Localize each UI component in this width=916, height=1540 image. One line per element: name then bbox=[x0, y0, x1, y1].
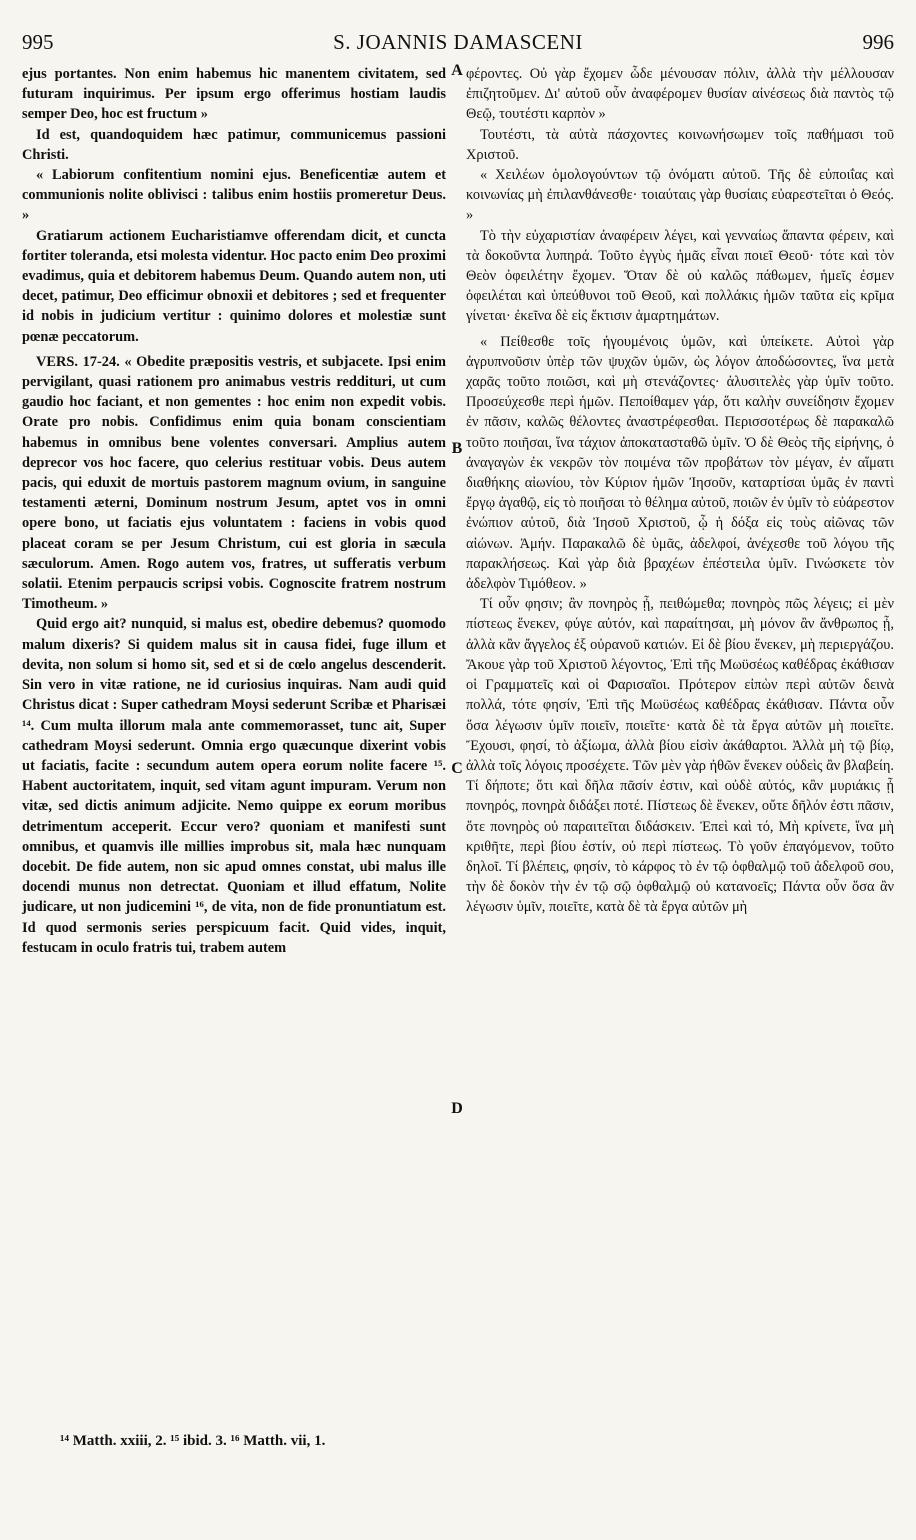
greek-paragraph: « Χειλέων ὁμολογούντων τῷ ὀνόματι αὐτοῦ. Τῆς δὲ εὐποιΐας καὶ κοινωνίας μὴ ἐπιλανθάνεσθε· τοιαύταις γὰρ θυσίαις εὐαρεστεῖται ὁ Θεός. » bbox=[466, 167, 894, 224]
margin-marker-a: A bbox=[451, 62, 463, 79]
greek-paragraph: φέροντες. Οὐ γὰρ ἔχομεν ὧδε μένουσαν πόλιν, ἀλλὰ τὴν μέλλουσαν ἐπιζητοῦμεν. Δι' αὐτοῦ οὖν ἀναφέρομεν θυσίαν αἰνέσεως διὰ παντὸς τῷ Θεῷ, τουτέστι καρπὸν » bbox=[466, 66, 894, 123]
latin-paragraph: VERS. 17-24. « Obedite præpositis vestris, et subjacete. Ipsi enim pervigilant, quasi rationem pro animabus vestris reddituri, ut cum gaudio hoc faciant, et non gementes : hoc enim non expedit vobis. Orate pro nobis. Confidimus enim quia bonam conscientiam habemus in omnibus bene volentes conversari. Amplius autem deprecor vos hoc facere, quo celerius restituar vobis. Deus autem pacis, qui eduxit de mortuis pastorem magnum ovium, in sanguine testamenti æterni, Dominum nostrum Jesum, aptet vos in omni opere bono, ut faciatis ejus voluntatem : faciens in vobis quod placeat coram se per Jesum Christum, cui est gloria in sæcula sæculorum. Amen. Rogo autem vos, fratres, ut sufferatis verbum solatii. Etenim perpaucis scripsi vobis. Cognoscite fratrem nostrum Timotheum. » bbox=[22, 353, 446, 613]
latin-paragraph: Quid ergo ait? nunquid, si malus est, obedire debemus? quomodo malum dixeris? Si quidem malus sit in causa fidei, fuge illum et devita, non solum si homo sit, sed et si de cœlo angelus descenderit. Sin vero in vitæ ratione, ne id curiosius inquiras. Nam audi quid Christus dicat : Super cathedram Moysi sederunt Scribæ et Pharisæi ¹⁴. Cum multa illorum mala ante commemorasset, tunc ait, Super cathedram Moysi sederunt. Omnia ergo quæcunque dixerint vobis ut faciatis, facite : secundum autem opera eorum nolite facere ¹⁵. Habent auctoritatem, inquit, sed vitam agunt impuram. Verum non vitæ, sed dictis animum adjicite. Nemo quippe ex eorum moribus detrimentum acceperit. Eccur vero? quoniam et manifesti sunt omnibus, et quamvis ille millies improbus sit, mala hæc nunquam docebit. De fide autem, non sic apud omnes constat, ubi malus ille docendi munus non detrectat. Quoniam et illud effatum, Nolite judicare, ut non judicemini ¹⁶, de vita, non de fide pronuntiatum est. Id quod sermonis series perspicuum facit. Quid vides, inquit, festucam in oculo fratris tui, trabem autem bbox=[22, 616, 446, 956]
greek-paragraph: « Πείθεσθε τοῖς ἡγουμένοις ὑμῶν, καὶ ὑπείκετε. Αὐτοὶ γὰρ ἀγρυπνοῦσιν ὑπὲρ τῶν ψυχῶν ὑμῶν, ὡς λόγον ἀποδώσοντες, ἵνα μετὰ χαρᾶς τοῦτο ποιῶσι, καὶ μὴ στενάζοντες· ἀλυσιτελὲς γὰρ ὑμῖν τοῦτο. Προσεύχεσθε περὶ ἡμῶν. Πεποίθαμεν γάρ, ὅτι καλὴν συνείδησιν ἔχομεν ἐν πᾶσιν, καλῶς θέλοντες ἀναστρέφεσθαι. Περισσοτέρως δὲ παρακαλῶ τοῦτο ποιῆσαι, ἵνα τάχιον ἀποκατασταθῶ ὑμῖν. Ὁ δὲ Θεὸς τῆς εἰρήνης, ὁ ἀναγαγὼν ἐκ νεκρῶν τὸν ποιμένα τῶν προβάτων τὸν μέγαν, ἐν αἵματι διαθήκης αἰωνίου, τὸν Κύριον ἡμῶν Ἰησοῦν, καταρτίσαι ὑμᾶς ἐν παντὶ ἔργῳ ἀγαθῷ, εἰς τὸ ποιῆσαι τὸ θέλημα αὐτοῦ, ποιῶν ἐν ὑμῖν τὸ εὐάρεστον ἐνώπιον αὐτοῦ, διὰ Ἰησοῦ Χριστοῦ, ᾧ ἡ δόξα εἰς τοὺς αἰῶνας τῶν αἰώνων. Ἀμήν. Παρακαλῶ δὲ ὑμᾶς, ἀδελφοί, ἀνέχεσθε τοῦ λόγου τῆς παρακλήσεως. Καὶ γὰρ διὰ βραχέων ἐπέστειλα ὑμῖν. Γινώσκετε τὸν ἀδελφὸν Τιμόθεον. » bbox=[466, 333, 894, 593]
latin-paragraph: « Labiorum confitentium nomini ejus. Beneficentiæ autem et communionis nolite oblivisci : talibus enim hostiis promeretur Deus. » bbox=[22, 167, 446, 224]
greek-paragraph: Τί οὖν φησιν; ἂν πονηρὸς ᾖ, πειθώμεθα; πονηρὸς πῶς λέγεις; εἰ μὲν πίστεως ἕνεκεν, φύγε αὐτόν, καὶ παραίτησαι, μὴ μόνον ἂν ἄνθρωπος ᾖ, ἀλλὰ κἂν ἄγγελος ἐξ οὐρανοῦ κατιών. Εἰ δὲ βίου ἕνεκεν, μὴ περιεργάζου. Ἄκουε γὰρ τοῦ Χριστοῦ λέγοντος, Ἐπὶ τῆς Μωϋσέως καθέδρας ἐκάθισαν οἱ Γραμματεῖς καὶ οἱ Φαρισαῖοι. Πρότερον εἰπὼν περὶ αὐτῶν δεινὰ πολλά, τότε φησίν, Ἐπὶ τῆς Μωϋσέως καθέδρας ἐκάθισαν. Πάντα οὖν ὅσα λέγωσιν ὑμῖν ποιεῖν, ποιεῖτε· κατὰ δὲ τὰ ἔργα αὐτῶν μὴ ποιεῖτε. Ἔχουσι, φησί, τὸ ἀξίωμα, ἀλλὰ βίου εἰσὶν ἀκάθαρτοι. Ἀλλὰ μὴ τῷ βίῳ, ἀλλὰ τοῖς λόγοις προσέχετε. Τῶν μὲν γὰρ ἠθῶν ἕνεκεν οὐδεὶς ἂν βλαβείη. Τί δήποτε; ὅτι καὶ δῆλα πᾶσίν ἐστιν, καὶ οὐδὲ αὐτός, κἂν μυριάκις ᾖ πονηρός, πονηρὰ διδάξει ποτέ. Πίστεως δὲ ἕνεκεν, οὔτε δῆλόν ἐστι πᾶσιν, ὅτε πονηρὸς οὐ παραιτεῖται διδάσκειν. Ἐπεὶ καὶ τό, Μὴ κρίνετε, ἵνα μὴ κριθῆτε, περὶ βίου ἐστίν, οὐ περὶ πίστεως. Τὸ γοῦν ἐπαγόμενον, τοῦτο δηλοῖ. Τί βλέπεις, φησίν, τὸ κάρφος τὸ ἐν τῷ ὀφθαλμῷ τοῦ ἀδελφοῦ σου, τὴν δὲ δοκὸν τὴν ἐν τῷ σῷ ὀφθαλμῷ οὐ κατανοεῖς; Πάντα οὖν ὅσα ἂν λέγωσιν ὑμῖν, ποιεῖτε, κατὰ δὲ τὰ ἔργα αὐτῶν μὴ bbox=[466, 596, 894, 916]
latin-paragraph: Id est, quandoquidem hæc patimur, communicemus passioni Christi. bbox=[22, 126, 446, 163]
latin-paragraph: ejus portantes. Non enim habemus hic manentem civitatem, sed futuram inquirimus. Per ipsum ergo offerimus hostiam laudis semper Deo, hoc est fructum » bbox=[22, 66, 446, 123]
greek-paragraph: Τουτέστι, τὰ αὐτὰ πάσχοντες κοινωνήσωμεν τοῖς παθήμασι τοῦ Χριστοῦ. bbox=[466, 126, 894, 163]
page-number-right: 996 bbox=[862, 30, 894, 54]
page-number-left: 995 bbox=[22, 30, 54, 54]
running-header bbox=[22, 30, 894, 60]
greek-column bbox=[466, 64, 894, 918]
margin-marker-c: C bbox=[451, 760, 463, 777]
footnotes: ¹⁴ Matth. xxiii, 2. ¹⁵ ibid. 3. ¹⁶ Matth. vii, 1. bbox=[60, 1433, 326, 1449]
margin-marker-d: D bbox=[451, 1100, 463, 1117]
greek-paragraph: Τὸ τὴν εὐχαριστίαν ἀναφέρειν λέγει, καὶ γενναίως ἅπαντα φέρειν, καὶ τὰ δοκοῦντα λυπηρά. Τοῦτο ἐγγὺς ἡμᾶς εἶναι ποιεῖ Θεοῦ· τότε καὶ τὸν Θεὸν ὀφειλέτην ἔχομεν. Ὅταν δὲ οὐ καλῶς πάθωμεν, ἡμεῖς ἐσμεν ὀφειλέται καὶ ὑπεύθυνοι τοῦ Θεοῦ, καὶ πολλάκις ἡμῶν ταῦτα εἰς κρῖμα γίνεται· ἐκεῖνα δὲ εἰς ἔκτισιν ἁμαρτημάτων. bbox=[466, 227, 894, 325]
latin-paragraph: Gratiarum actionem Eucharistiamve offerendam dicit, et cuncta fortiter toleranda, etsi molesta videntur. Hoc pacto enim Deo proximi evadimus, quia et debitorem habemus Deum. Quando autem non, uti decet, patimur, Deo efficimur obnoxii et debitores ; sed et frequenter id nobis in judicium vertitur : quinimo dolores et molestiæ sunt pœnæ peccatorum. bbox=[22, 227, 446, 345]
running-title: S. JOANNIS DAMASCENI bbox=[333, 30, 583, 54]
margin-marker-b: B bbox=[451, 440, 463, 457]
latin-column bbox=[22, 64, 446, 958]
